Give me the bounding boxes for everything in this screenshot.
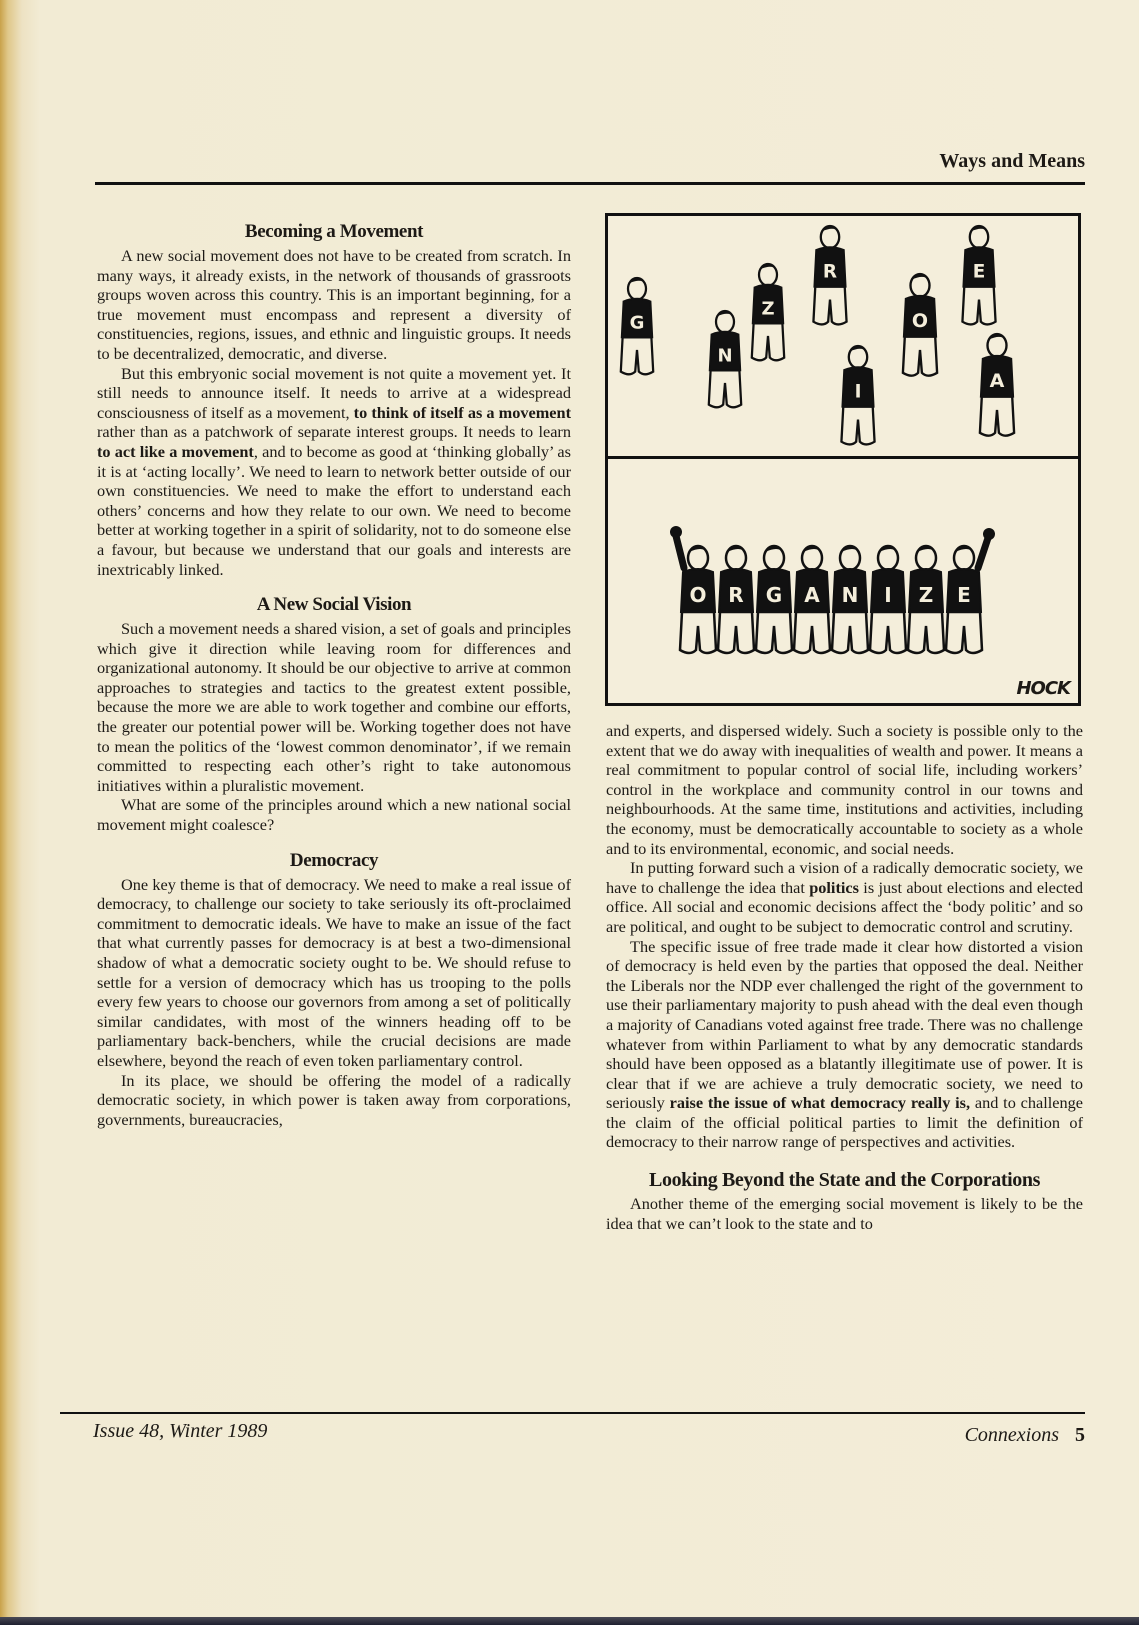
publication-name: Connexions: [964, 1424, 1059, 1446]
fist-icon: [983, 528, 995, 540]
lined-up-figure: [908, 546, 944, 653]
shirt-letter: E: [972, 261, 986, 283]
shirt-letter: E: [957, 583, 971, 607]
shirt-letter: O: [689, 583, 707, 607]
lined-up-figure: [718, 546, 754, 653]
lined-up-figure: [870, 546, 906, 653]
page-number: 5: [1075, 1424, 1085, 1446]
footer-rule: [60, 1412, 1085, 1414]
scattered-figure: [980, 334, 1014, 436]
shirt-letter: R: [728, 583, 744, 607]
bold-phrase: to act like a movement: [97, 441, 254, 461]
shirt-letter: Z: [761, 298, 775, 320]
scattered-figure: [752, 264, 784, 360]
shirt-letter: G: [765, 583, 783, 607]
paragraph: Such a movement needs a shared vision, a set of goals and principles which give it direction while leaving room for differences and organizational autonomy. It should be our objective to arrive at common approaches to strategies and tactics to the greatest extent possible, because the more we are able to work together and combine our efforts, the greater our potential power will be. Working together does not have to mean the politics of the ‘lowest common denominator’, if we remain committed to respecting each other’s right to take autonomous initiatives within a pluralistic movement.: [97, 619, 571, 795]
heading-a-new-social-vision: A New Social Vision: [256, 594, 412, 616]
shirt-letter: Z: [918, 583, 934, 607]
scattered-figure: [841, 346, 874, 444]
heading-looking-beyond: Looking Beyond the State and the Corporations: [649, 1169, 1040, 1192]
lined-up-figure: [756, 546, 792, 653]
bold-phrase: politics: [809, 877, 859, 897]
text-run: , and to become as good at ‘thinking globally’ as it is at ‘acting locally’. We need to learn to network better outside of our own constituencies. We need to make the effort to understand each others’ concerns and how they relate to our own. We need to become better at working together in a spirit of solidarity, not to do someone else a favour, but because we understand that our goals and interests are inextricably linked.: [97, 441, 571, 579]
shirt-letter: O: [911, 310, 929, 333]
lined-up-figure: [794, 546, 830, 653]
paragraph: One key theme is that of democracy. We need to make a real issue of democracy, to challenge our society to take seriously its oft-proclaimed commitment to democratic ideals. We have to make an issue of the fact that what currently passes for democracy is at best a two-dimensional shadow of what a democratic society ought to be. We should refuse to settle for a version of democracy which has us trooping to the polls every few years to choose our governors from among a set of politically similar candidates, with most of the winners heading off to be parliamentary back-benchers, while the crucial decisions are made elsewhere, beyond the reach of even token parliamentary control.: [97, 874, 571, 1070]
cartoon-panel-divider: [608, 456, 1078, 459]
bold-phrase: raise the issue of what democracy really is,: [669, 1093, 971, 1113]
organize-cartoon: [605, 213, 1081, 706]
paragraph: A new social movement does not have to be created from scratch. In many ways, it already exists, in the network of thousands of grassroots groups woven across this country. This is an important beginning, for a true movement must encompass and represent a diversity of constituencies, regions, issues, and ethnic and linguistic groups. It needs to be decentralized, democratic, and diverse.: [97, 246, 571, 363]
text-run: and to challenge the claim of the official political parties to limit the definition of democracy to their narrow range of perspectives and activities.: [606, 1093, 1083, 1152]
shirt-letter: N: [717, 345, 733, 367]
paragraph: In its place, we should be offering the model of a radically democratic society, in which power is taken away from corporations, governments, bureaucracies,: [97, 1070, 571, 1129]
heading-becoming-a-movement: Becoming a Movement: [244, 221, 424, 242]
scattered-figures-group: [621, 226, 1014, 444]
paragraph: [606, 937, 1083, 1153]
page-bottom-edge: [0, 1617, 1139, 1625]
scattered-figure: [709, 311, 741, 407]
bold-phrase: to think of itself as a movement: [353, 402, 571, 422]
text-run: But this embryonic social movement is not quite a movement yet. It still needs to announce itself. It needs to arrive at a widespread consciousness of itself as a movement,: [97, 363, 571, 422]
lined-up-figures-group: [670, 526, 995, 653]
cartoonist-signature: HOCK: [1016, 678, 1070, 699]
paragraph-continued: and experts, and dispersed widely. Such a society is possible only to the extent that we do away with inequalities of wealth and power. It means a real commitment to popular control of social life, including workers’ control in the workplace and community control in our towns and neighbourhoods. At the same time, institutions and activities, including the economy, must be democratically accountable to society as a whole and to its environmental, economic, and social needs.: [606, 721, 1083, 858]
cartoon-drawing: [608, 216, 1078, 703]
shirt-letter: A: [989, 370, 1005, 393]
left-column: [97, 220, 571, 1129]
text-run: is just about elections and elected office. All social and economic decisions affect the ‘body politic’ and so are political, and ought to be subject to democratic control and scrutiny.: [606, 877, 1083, 936]
shirt-letter: I: [884, 583, 892, 607]
shirt-letter: N: [841, 583, 859, 607]
fist-icon: [670, 526, 682, 538]
header-rule: [95, 182, 1085, 185]
text-run: In putting forward such a vision of a radically democratic society, we have to challenge the idea that: [606, 858, 1083, 897]
paragraph: [97, 364, 571, 580]
paragraph: Another theme of the emerging social movement is likely to be the idea that we can’t look to the state and to: [606, 1194, 1083, 1233]
heading-democracy: Democracy: [289, 849, 379, 871]
shirt-letter: R: [822, 261, 838, 283]
section-header-title: Ways and Means: [939, 150, 1085, 172]
shirt-letter: A: [804, 583, 820, 607]
text-run: The specific issue of free trade made it clear how distorted a vision of democracy is held even by the parties that opposed the deal. Neither the Liberals nor the NDP ever challenged the right of the government to use their parliamentary majority to push ahead with the deal even though a majority of Canadians voted against free trade. There was no challenge whatever from within Parliament to what by any democratic standards should have been opposed as a blatantly illegitimate use of power. It is clear that if we are achieve a truly democratic society, we need to seriously: [606, 936, 1083, 1113]
text-run: rather than as a patchwork of separate interest groups. It needs to learn: [97, 422, 571, 442]
raised-fist-left: [676, 536, 684, 568]
raised-fist-right: [978, 538, 988, 568]
paragraph: What are some of the principles around which a new national social movement might coalesce?: [97, 795, 571, 835]
scattered-figure: [621, 278, 653, 374]
issue-label: Issue 48, Winter 1989: [93, 1420, 268, 1442]
scattered-figure: [962, 226, 995, 324]
lined-up-figure: [832, 546, 868, 653]
scattered-figure: [813, 226, 846, 324]
shirt-letter: G: [629, 312, 645, 334]
scattered-figure: [903, 274, 937, 376]
paragraph: [606, 858, 1083, 936]
shirt-letter: I: [854, 381, 862, 403]
right-column: [606, 721, 1083, 1233]
footer-publication: [965, 1424, 1085, 1447]
